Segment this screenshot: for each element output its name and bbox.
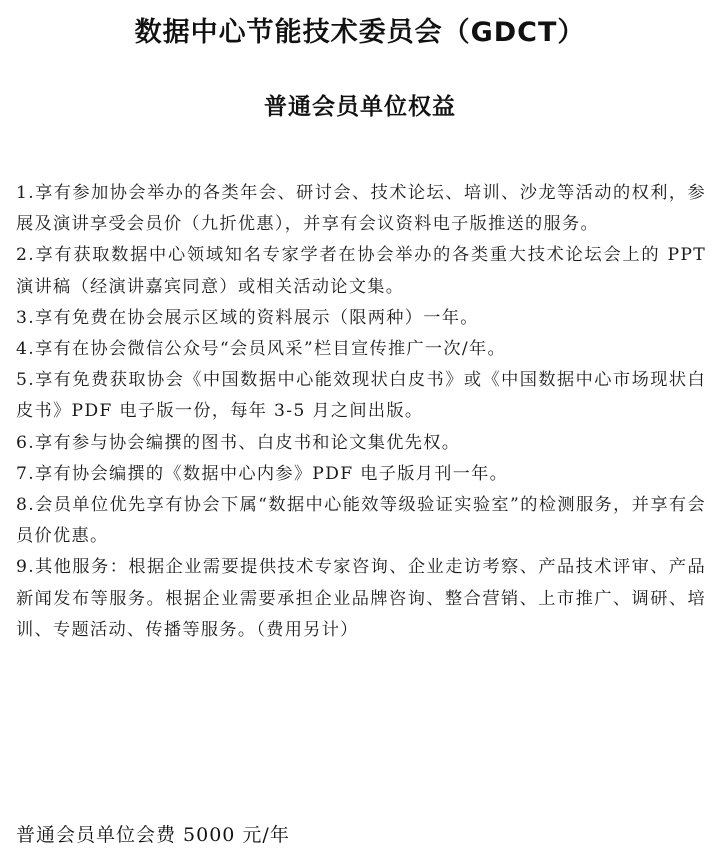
benefit-item-5: 5.享有免费获取协会《中国数据中心能效现状白皮书》或《中国数据中心市场现状白皮书》PDF 电子版一份，每年 3-5 月之间出版。 <box>16 370 706 422</box>
membership-fee: 普通会员单位会费 5000 元/年 <box>16 824 290 846</box>
benefit-list <box>16 178 706 646</box>
document-title: 数据中心节能技术委员会（GDCT） <box>134 17 586 48</box>
benefit-item-6: 6.享有参与协会编撰的图书、白皮书和论文集优先权。 <box>16 432 461 453</box>
benefit-item-4: 4.享有在协会微信公众号“会员风采”栏目宣传推广一次/年。 <box>16 339 506 360</box>
benefit-item-8: 8.会员单位优先享有协会下属“数据中心能效等级验证实验室”的检测服务，并享有会员价优惠。 <box>16 495 706 547</box>
benefit-item-9: 9.其他服务：根据企业需要提供技术专家咨询、企业走访考察、产品技术评审、产品新闻发布等服务。根据企业需要承担企业品牌咨询、整合营销、上市推广、调研、培训、专题活动、传播等服务。（费用另计） <box>16 557 706 640</box>
benefit-item-1: 1.享有参加协会举办的各类年会、研讨会、技术论坛、培训、沙龙等活动的权利，参展及演讲享受会员价（九折优惠），并享有会议资料电子版推送的服务。 <box>16 183 706 235</box>
benefit-item-3: 3.享有免费在协会展示区域的资料展示（限两种）一年。 <box>16 307 479 328</box>
document-subtitle: 普通会员单位权益 <box>264 94 456 120</box>
benefit-item-7: 7.享有协会编撰的《数据中心内参》PDF 电子版月刊一年。 <box>16 463 509 484</box>
benefit-item-2: 2.享有获取数据中心领域知名专家学者在协会举办的各类重大技术论坛会上的 PPT 演讲稿（经演讲嘉宾同意）或相关活动论文集。 <box>16 245 706 297</box>
